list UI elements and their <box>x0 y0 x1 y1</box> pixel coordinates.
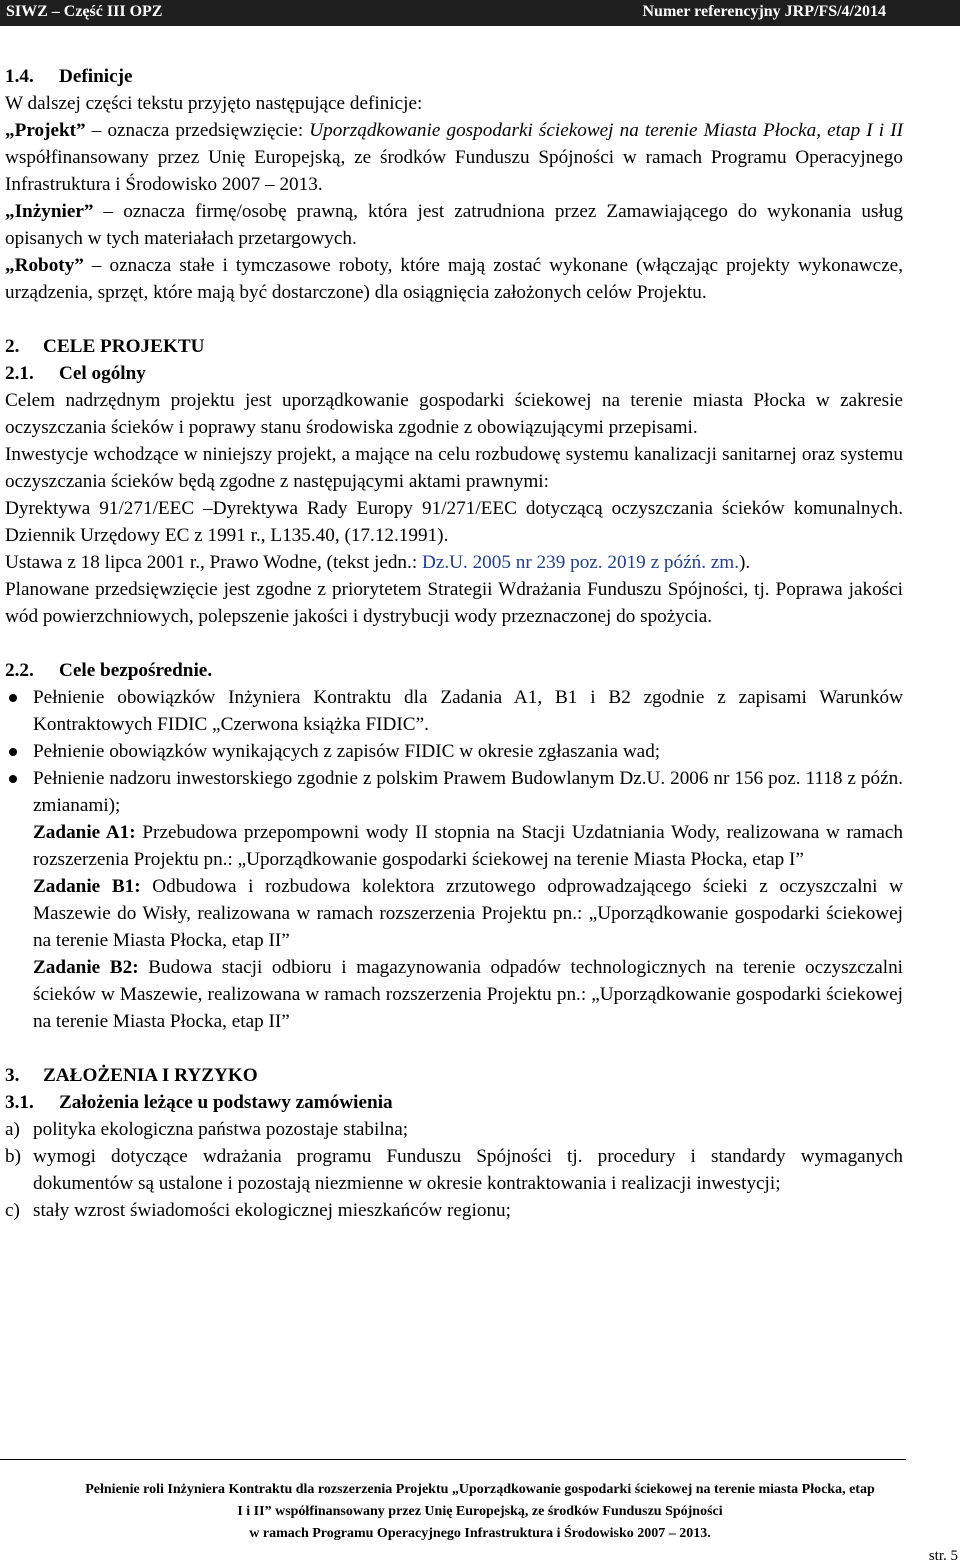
header-right: Numer referencyjny JRP/FS/4/2014 <box>642 3 886 20</box>
task-a1: Zadanie A1: Przebudowa przepompowni wody II stopnia na Stacji Uzdatniania Wody, realizowana w ramach rozszerzenia Projektu pn.: „Uporządkowanie gospodarki ściekowej na terenie Miasta Płocka, etap I” <box>33 822 903 870</box>
list-item: Pełnienie nadzoru inwestorskiego zgodnie z polskim Prawem Budowlanym Dz.U. 2006 nr 156 poz. 1118 z późn. zmianami); <box>5 765 903 819</box>
section-1-4-heading: 1.4. Definicje <box>5 66 133 87</box>
section-2-heading: 2. CELE PROJEKTU <box>5 336 205 357</box>
list-item: a) polityka ekologiczna państwa pozostaje stabilna; <box>5 1119 409 1140</box>
goal-paragraph-2: Inwestycje wchodzące w niniejszy projekt, a mające na celu rozbudowę systemu kanalizacji sanitarnej oraz systemu oczyszczania ścieków będą zgodne z następującymi aktami prawnymi: <box>5 444 903 492</box>
law-reference-link[interactable]: Dz.U. 2005 nr 239 poz. 2019 <box>421 552 646 573</box>
document-footer <box>0 1479 960 1545</box>
definition-inzynier: „Inżynier” – oznacza firmę/osobę prawną, która jest zatrudniona przez Zamawiającego do wykonania usług opisanych w tych materiałach przetargowych. <box>5 201 903 249</box>
bullet-icon <box>9 775 17 783</box>
section-2-2-heading: 2.2. Cele bezpośrednie. <box>5 660 213 681</box>
document-header <box>0 0 960 26</box>
section-3-1-heading: 3.1. Założenia leżące u podstawy zamówienia <box>5 1092 393 1113</box>
bullet-icon <box>9 694 17 702</box>
footer-line-2: I i II” współfinansowany przez Unię Europejską, ze środków Funduszu Spójności <box>237 1504 723 1519</box>
definition-projekt: „Projekt” – oznacza przedsięwzięcie: Uporządkowanie gospodarki ściekowej na terenie Miasta Płocka, etap I i II współfinansowany przez Unię Europejską, ze środków Funduszu Spójności w ramach Programu Operacyjnego Infrastruktura i Środowisko 2007 – 2013. <box>5 120 904 195</box>
definitions-intro: W dalszej części tekstu przyjęto następujące definicje: <box>5 93 423 114</box>
direct-goals-list <box>5 684 903 819</box>
list-item: Pełnienie obowiązków Inżyniera Kontraktu dla Zadania A1, B1 i B2 zgodnie z zapisami Warunków Kontraktowych FIDIC „Czerwona książka FIDIC”. <box>5 684 903 738</box>
header-left: SIWZ – Część III OPZ <box>6 3 163 20</box>
footer-divider <box>0 1459 906 1460</box>
footer-line-3: w ramach Programu Operacyjnego Infrastruktura i Środowisko 2007 – 2013. <box>249 1526 711 1541</box>
footer-line-1: Pełnienie roli Inżyniera Kontraktu dla rozszerzenia Projektu „Uporządkowanie gospodarki ściekowej na terenie miasta Płocka, etap <box>85 1482 875 1497</box>
goal-paragraph-4: Ustawa z 18 lipca 2001 r., Prawo Wodne, (tekst jedn.: Dz.U. 2005 nr 239 poz. 2019 z późń. zm.). <box>5 552 751 573</box>
task-b1: Zadanie B1: Odbudowa i rozbudowa kolektora zrzutowego odprowadzającego ścieki z oczyszczalni w Maszewie do Wisły, realizowana w ramach rozszerzenia Projektu pn.: „Uporządkowanie gospodarki ściekowej na terenie Miasta Płocka, etap II” <box>33 876 903 951</box>
list-item: b) wymogi dotyczące wdrażania programu Funduszu Spójności tj. procedury i standardy wymaganych dokumentów są ustalone i pozostają niezmienne w okresie kontraktowania i realizacji inwestycji; <box>5 1146 903 1194</box>
assumptions-list <box>5 1116 903 1224</box>
goal-paragraph-3: Dyrektywa 91/271/EEC –Dyrektywa Rady Europy 91/271/EEC dotyczącą oczyszczania ścieków komunalnych. Dziennik Urzędowy EC z 1991 r., L135.40, (17.12.1991). <box>5 498 903 546</box>
section-3-heading: 3. ZAŁOŻENIA I RYZYKO <box>5 1065 258 1086</box>
bullet-icon <box>9 748 17 756</box>
page-number: str. 5 <box>928 1548 958 1564</box>
definition-roboty: „Roboty” – oznacza stałe i tymczasowe roboty, które mają zostać wykonane (włączając projekty wykonawcze, urządzenia, sprzęt, które mają być dostarczone) dla osiągnięcia założonych celów Projektu. <box>5 255 903 303</box>
section-2-1-heading: 2.1. Cel ogólny <box>5 363 146 384</box>
law-amendments-link[interactable]: z późń. zm. <box>645 552 740 573</box>
document-body <box>5 63 903 1224</box>
goal-paragraph-1: Celem nadrzędnym projektu jest uporządkowanie gospodarki ściekowej na terenie miasta Płocka w zakresie oczyszczania ścieków i poprawy stanu środowiska zgodnie z obowiązującymi przepisami. <box>5 390 903 438</box>
task-b2: Zadanie B2: Budowa stacji odbioru i magazynowania odpadów technologicznych na terenie oczyszczalni ścieków w Maszewie, realizowana w ramach rozszerzenia Projektu pn.: „Uporządkowanie gospodarki ściekowej na terenie Miasta Płocka, etap II” <box>33 957 903 1032</box>
goal-paragraph-5: Planowane przedsięwzięcie jest zgodne z priorytetem Strategii Wdrażania Funduszu Spójności, tj. Poprawa jakości wód powierzchniowych, polepszenie jakości i dystrybucji wody przeznaczonej do spożycia. <box>5 579 903 627</box>
list-item: Pełnienie obowiązków wynikających z zapisów FIDIC w okresie zgłaszania wad; <box>5 738 903 765</box>
list-item: c) stały wzrost świadomości ekologicznej mieszkańców regionu; <box>5 1200 511 1221</box>
